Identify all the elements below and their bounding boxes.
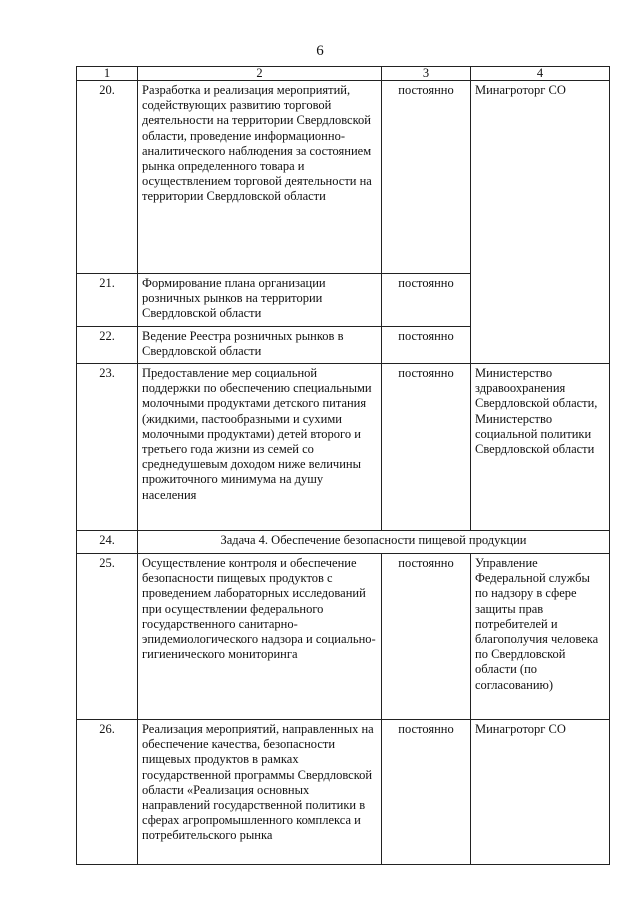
row-number: 25. bbox=[77, 554, 138, 720]
term-cell: постоянно bbox=[382, 274, 471, 327]
table-row-24 bbox=[77, 531, 610, 554]
table-row-20 bbox=[77, 81, 610, 274]
table-row-25 bbox=[77, 554, 610, 720]
row-number: 21. bbox=[77, 274, 138, 327]
row-number: 24. bbox=[77, 531, 138, 554]
activity-cell: Формирование плана организации розничных рынков на территории Свердловской области bbox=[138, 274, 382, 327]
executor-cell: Минагроторг СО bbox=[471, 720, 610, 865]
executor-cell: Управление Федеральной службы по надзору в сфере защиты прав потребителей и благополучия человека по Свердловской области (по согласованию) bbox=[471, 554, 610, 720]
term-cell: постоянно bbox=[382, 81, 471, 274]
row-number: 22. bbox=[77, 326, 138, 363]
page-number: 6 bbox=[316, 43, 324, 59]
action-plan-table bbox=[76, 66, 610, 865]
table-row-23 bbox=[77, 364, 610, 531]
term-cell: постоянно bbox=[382, 554, 471, 720]
row-number: 20. bbox=[77, 81, 138, 274]
executor-cell: Министерство здравоохранения Свердловской области, Министерство социальной политики Свердловской области bbox=[471, 364, 610, 531]
term-cell: постоянно bbox=[382, 364, 471, 531]
activity-cell: Предоставление мер социальной поддержки по обеспечению специальными молочными продуктами детского питания (жидкими, пастообразными и сухими молочными продуктами) детей второго и третьего года жизни из семей со среднедушевым доходом ниже величины прожиточного минимума на душу населения bbox=[138, 364, 382, 531]
column-number-1: 1 bbox=[77, 67, 138, 81]
row-number: 26. bbox=[77, 720, 138, 865]
term-cell: постоянно bbox=[382, 326, 471, 363]
executor-cell: Минагроторг СО bbox=[471, 81, 610, 364]
table-header-row bbox=[77, 67, 610, 81]
column-number-4: 4 bbox=[471, 67, 610, 81]
row-number: 23. bbox=[77, 364, 138, 531]
term-cell: постоянно bbox=[382, 720, 471, 865]
activity-cell: Ведение Реестра розничных рынков в Свердловской области bbox=[138, 326, 382, 363]
activity-cell: Осуществление контроля и обеспечение безопасности пищевых продуктов с проведением лабораторных исследований при осуществлении федерального государственного санитарно-эпидемиологического надзора и социально-гигиенического мониторинга bbox=[138, 554, 382, 720]
task-heading: Задача 4. Обеспечение безопасности пищевой продукции bbox=[138, 531, 610, 554]
column-number-3: 3 bbox=[382, 67, 471, 81]
table-row-26 bbox=[77, 720, 610, 865]
column-number-2: 2 bbox=[138, 67, 382, 81]
activity-cell: Реализация мероприятий, направленных на обеспечение качества, безопасности пищевых продуктов в рамках государственной программы Свердловской области «Реализация основных направлений государственной политики в сферах агропромышленного комплекса и потребительского рынка bbox=[138, 720, 382, 865]
activity-cell: Разработка и реализация мероприятий, содействующих развитию торговой деятельности на территории Свердловской области, проведение информационно-аналитического наблюдения за состоянием рынка определенного товара и осуществлением торговой деятельности на территории Свердловской области bbox=[138, 81, 382, 274]
